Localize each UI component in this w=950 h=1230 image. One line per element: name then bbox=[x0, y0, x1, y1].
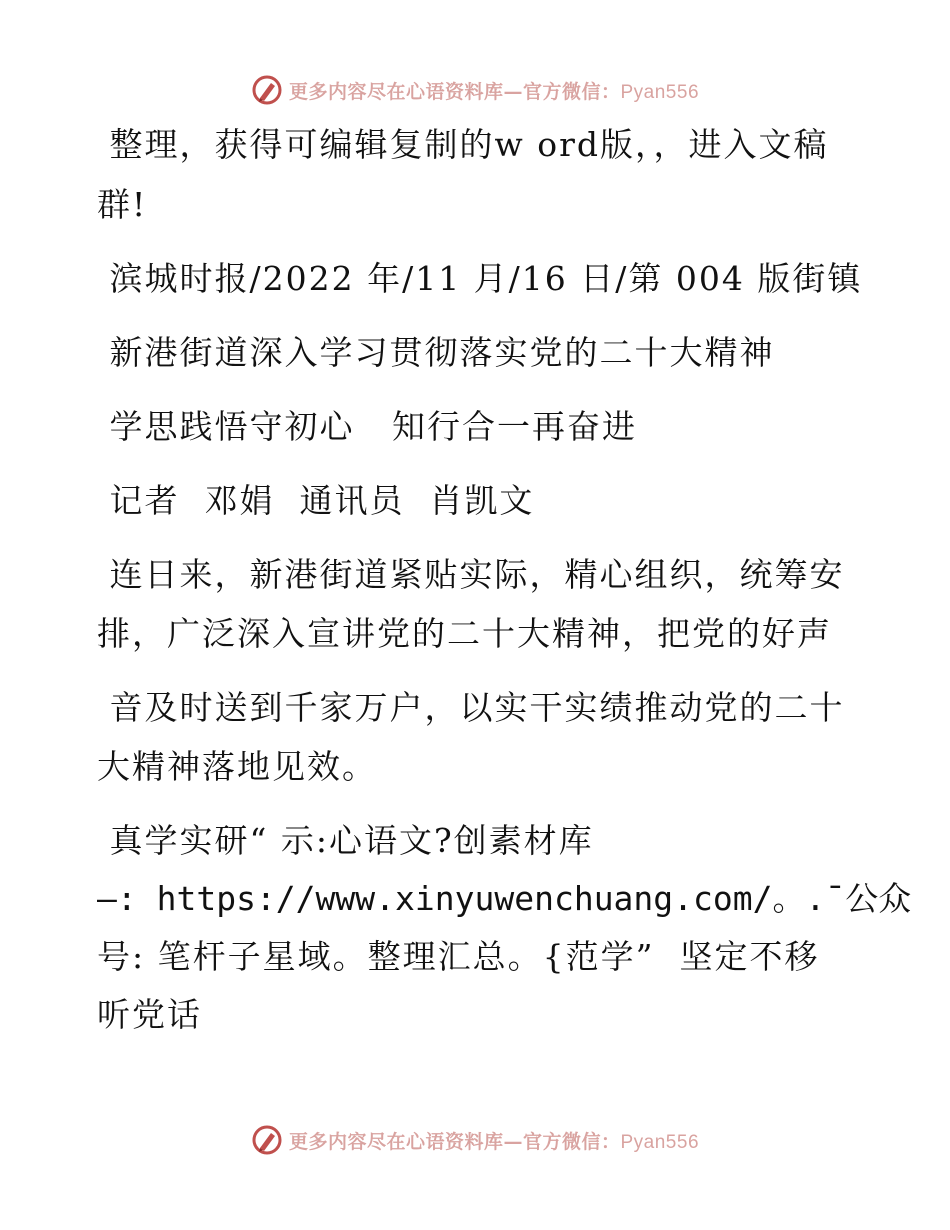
wechat-id: Pyan556 bbox=[620, 1131, 700, 1153]
banner-text: 更多内容尽在心语资料库—官方微信：Pyan556 bbox=[288, 80, 700, 103]
text-line: 真学实研“ 示:心语文?创素材库 bbox=[97, 821, 594, 860]
text-line: 连日来，新港街道紧贴实际，精心组织，统筹安 bbox=[97, 555, 845, 594]
wechat-id: Pyan556 bbox=[620, 81, 700, 103]
text-line: 群! bbox=[97, 185, 148, 224]
text-line: 整理，获得可编辑复制的w ord版，，进入文稿 bbox=[97, 125, 829, 164]
text-line: 排，广泛深入宣讲党的二十大精神，把党的好声 bbox=[97, 614, 832, 653]
pen-logo-icon bbox=[251, 1124, 283, 1156]
text-line: 大精神落地见效。 bbox=[97, 747, 377, 786]
banner-text: 更多内容尽在心语资料库—官方微信：Pyan556 bbox=[288, 1130, 700, 1153]
text-line: 滨城时报/2022 年/11 月/16 日/第 004 版街镇 bbox=[97, 259, 863, 298]
article-headline: 新港街道深入学习贯彻落实党的二十大精神 bbox=[97, 333, 775, 372]
text-line: —: https://www.xinyuwenchuang.com/。.¯公众 bbox=[97, 879, 912, 918]
text-line: 听党话 bbox=[97, 995, 202, 1034]
article-byline: 记者 邓娟 通讯员 肖凯文 bbox=[97, 481, 535, 520]
footer-banner bbox=[0, 1120, 950, 1160]
article-subheadline: 学思践悟守初心 知行合一再奋进 bbox=[97, 407, 637, 446]
text-line: 音及时送到千家万户，以实干实绩推动党的二十 bbox=[97, 688, 845, 727]
text-line: 号: 笔杆子星域。整理汇总。{范学” 坚定不移 bbox=[97, 937, 820, 976]
